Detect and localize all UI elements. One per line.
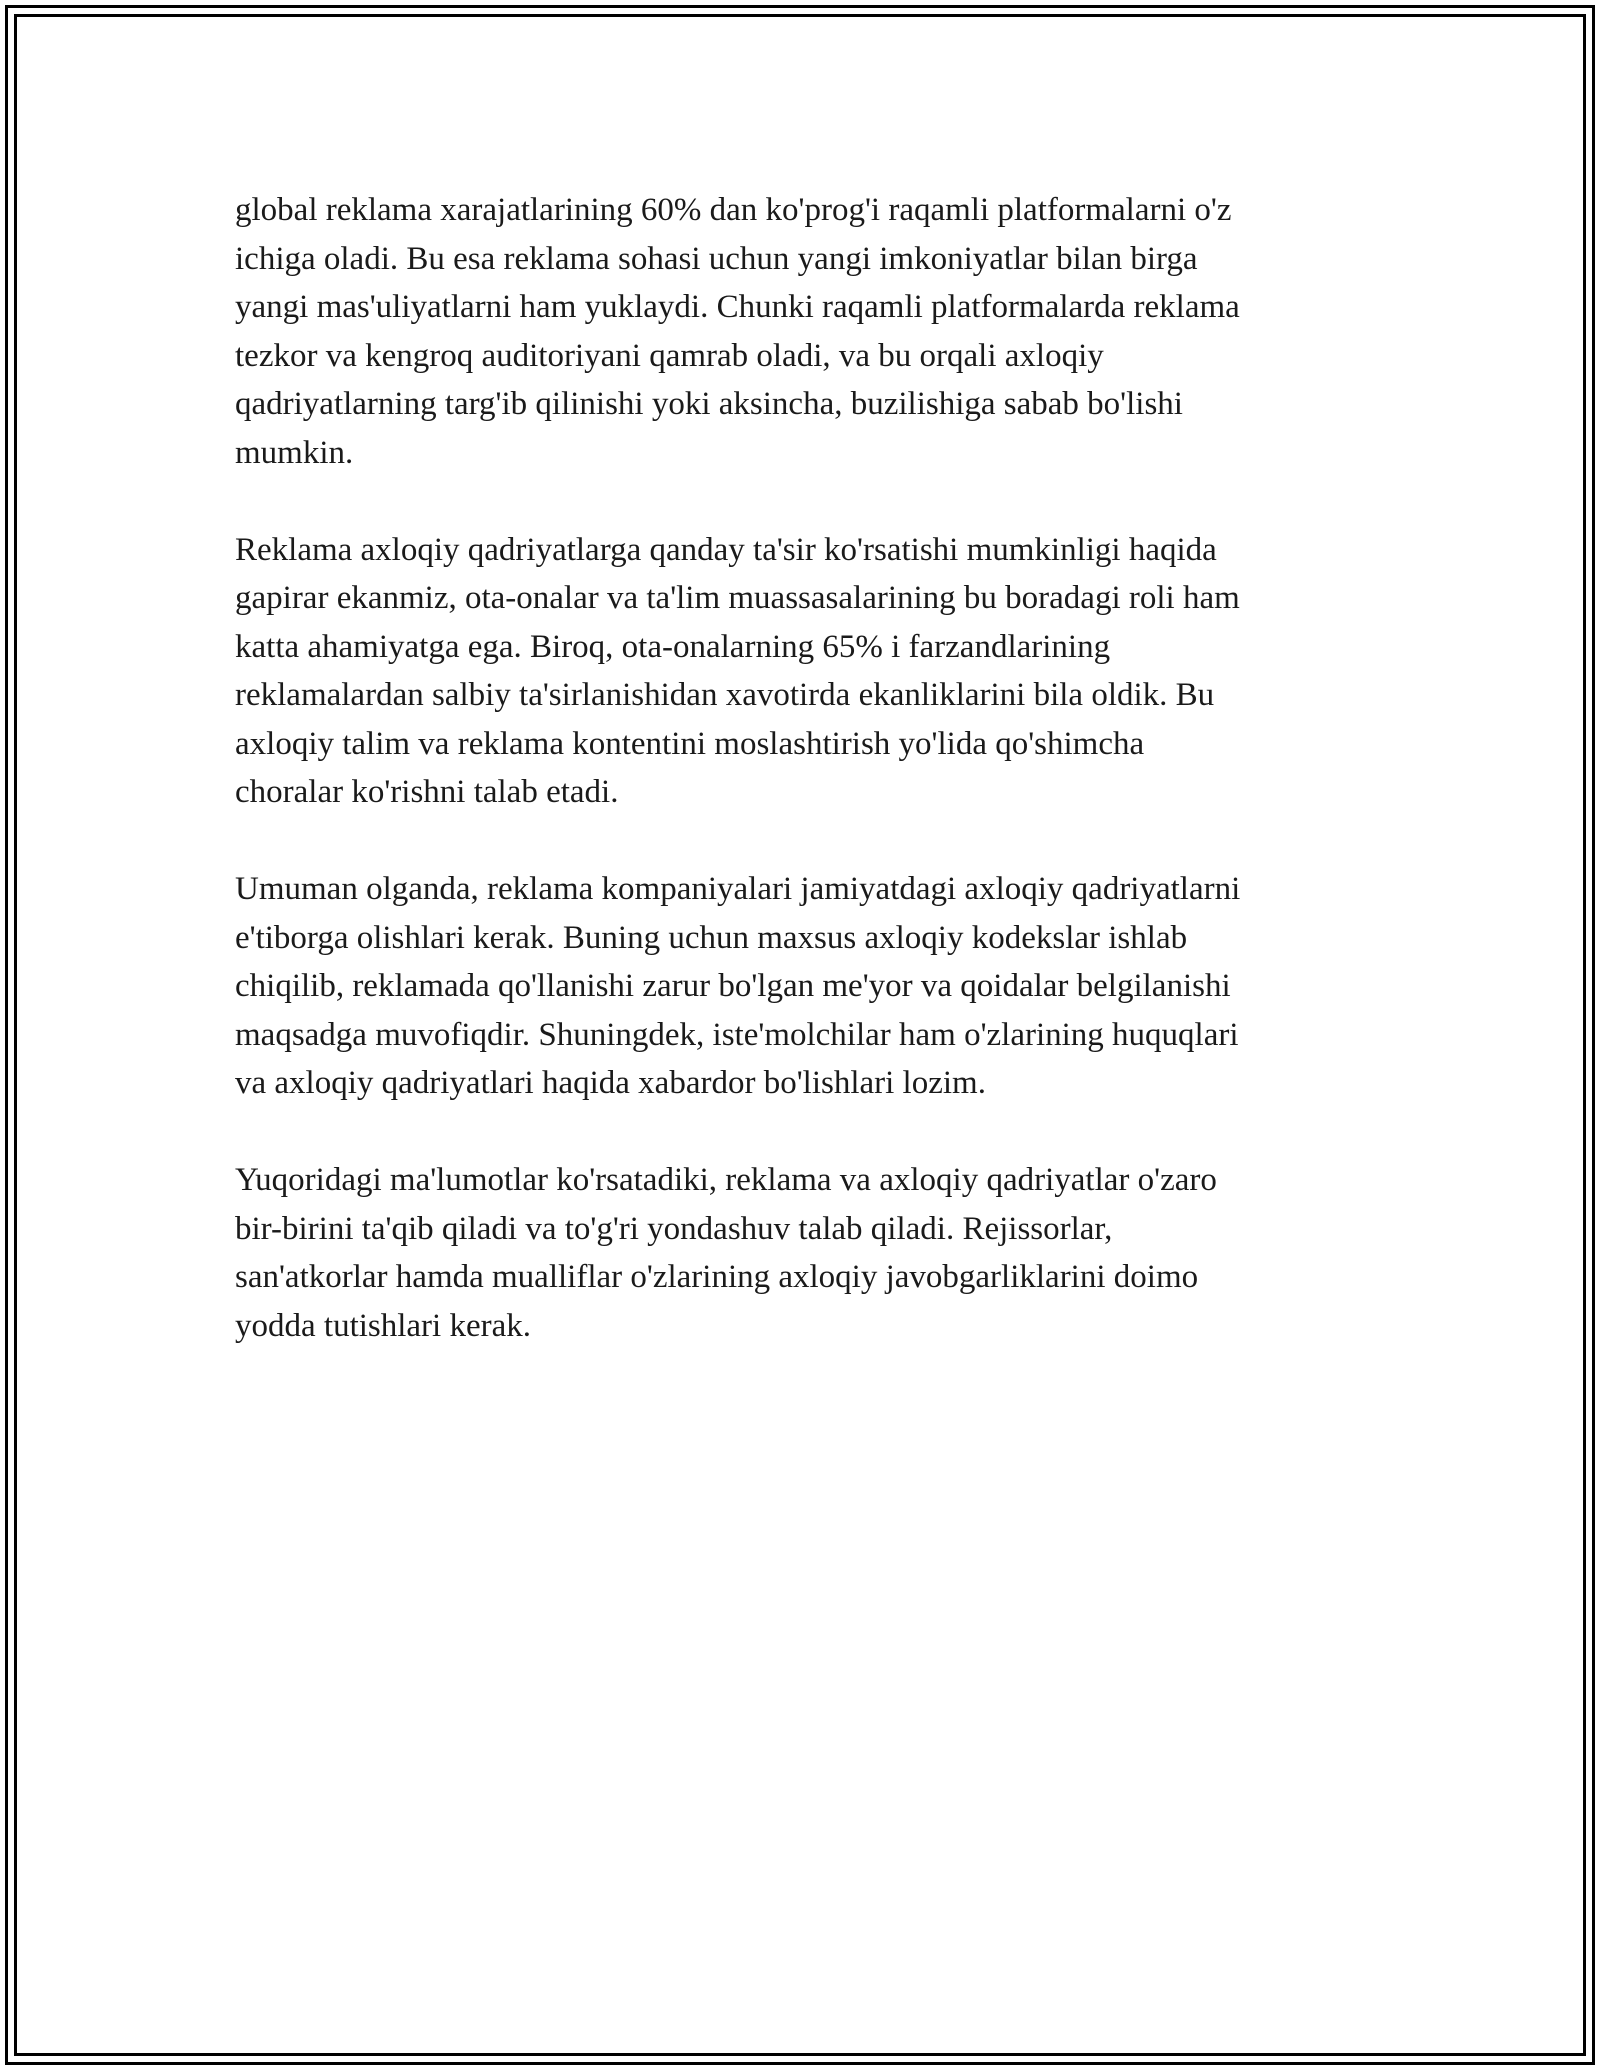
- paragraph-3: Umuman olganda, reklama kompaniyalari jamiyatdagi axloqiy qadriyatlarni e'tiborga olishlari kerak. Buning uchun maxsus axloqiy kodekslar ishlab chiqilib, reklamada qo'llanishi zarur bo'lgan me'yor va qoidalar belgilanishi maqsadga muvofiqdir. Shuningdek, iste'molchilar ham o'zlarining huquqlari va axloqiy qadriyatlari haqida xabardor bo'lishlari lozim.: [235, 871, 1241, 1101]
- paragraph-2: Reklama axloqiy qadriyatlarga qanday ta'sir ko'rsatishi mumkinligi haqida gapirar ekanmiz, ota-onalar va ta'lim muassasalarining bu boradagi roli ham katta ahamiyatga ega. Biroq, ota-onalarning 65% i farzandlarining reklamalardan salbiy ta'sirlanishidan xavotirda ekanliklarini bila oldik. Bu axloqiy talim va reklama kontentini moslashtirish yo'lida qo'shimcha choralar ko'rishni talab etadi.: [235, 531, 1240, 810]
- document-body: [235, 186, 1365, 1399]
- paragraph-1: global reklama xarajatlarining 60% dan ko'prog'i raqamli platformalarni o'z ichiga oladi. Bu esa reklama sohasi uchun yangi imkoniyatlar bilan birga yangi mas'uliyatlarni ham yuklaydi. Chunki raqamli platformalarda reklama tezkor va kengroq auditoriyani qamrab oladi, va bu orqali axloqiy qadriyatlarning targ'ib qilinishi yoki aksincha, buzilishiga sabab bo'lishi mumkin.: [235, 192, 1240, 471]
- paragraph-4: Yuqoridagi ma'lumotlar ko'rsatadiki, reklama va axloqiy qadriyatlar o'zaro bir-birini ta'qib qiladi va to'g'ri yondashuv talab qiladi. Rejissorlar, san'atkorlar hamda mualliflar o'zlarining axloqiy javobgarliklarini doimo yodda tutishlari kerak.: [235, 1162, 1217, 1344]
